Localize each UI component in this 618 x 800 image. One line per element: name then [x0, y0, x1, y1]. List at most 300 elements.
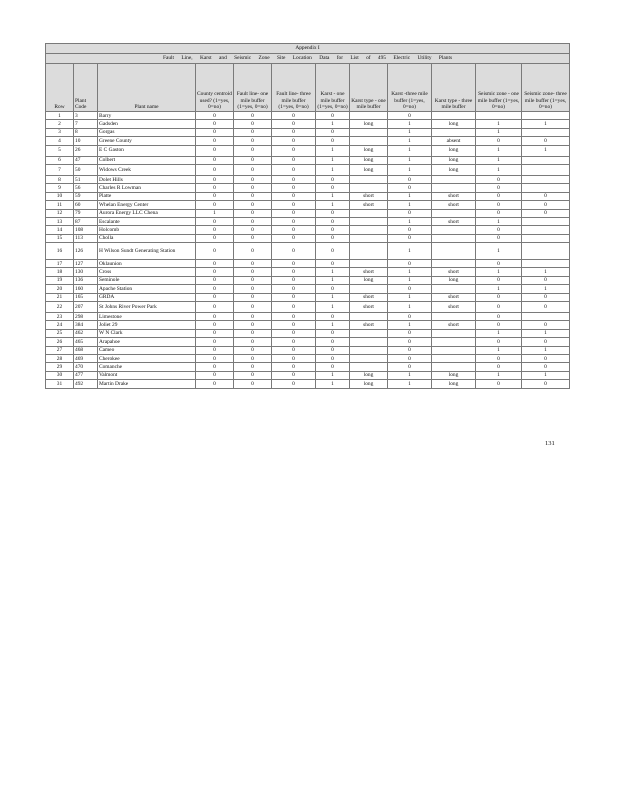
cell-seismic-three-mile: 1 — [522, 120, 570, 128]
cell-row-number: 26 — [46, 338, 74, 346]
cell-karst-one-mile: 1 — [316, 120, 350, 128]
cell-row-number: 30 — [46, 371, 74, 379]
cell-karst-one-mile: 0 — [316, 243, 350, 260]
table-row — [46, 285, 570, 293]
cell-row-number: 13 — [46, 217, 74, 225]
cell-fault-one-mile: 0 — [234, 226, 272, 234]
cell-karst-one-mile: 0 — [316, 128, 350, 136]
cell-seismic-three-mile: 0 — [522, 137, 570, 145]
cell-fault-one-mile: 0 — [234, 201, 272, 209]
cell-karst-three-mile: 1 — [388, 120, 432, 128]
cell-karst-three-mile: 1 — [388, 145, 432, 156]
cell-karst-one-mile: 1 — [316, 276, 350, 284]
cell-seismic-one-mile: 0 — [476, 137, 522, 145]
cell-row-number: 19 — [46, 276, 74, 284]
cell-row-number: 5 — [46, 145, 74, 156]
cell-fault-one-mile: 0 — [234, 329, 272, 337]
cell-county-centroid: 0 — [196, 192, 234, 200]
table-row — [46, 260, 570, 268]
cell-karst-type-three-mile: short — [432, 201, 476, 209]
cell-county-centroid: 0 — [196, 145, 234, 156]
cell-karst-type-one-mile — [350, 346, 388, 354]
table-row — [46, 276, 570, 284]
cell-karst-one-mile: 0 — [316, 209, 350, 217]
cell-karst-three-mile: 0 — [388, 313, 432, 321]
cell-karst-type-three-mile: short — [432, 321, 476, 329]
cell-fault-three-mile: 0 — [272, 164, 316, 175]
cell-karst-one-mile: 0 — [316, 338, 350, 346]
cell-fault-one-mile: 0 — [234, 234, 272, 242]
cell-fault-three-mile: 0 — [272, 380, 316, 388]
header-fault-one-mile: Fault line- one mile buffer (1=yes, 0=no) — [234, 64, 272, 112]
cell-county-centroid: 0 — [196, 276, 234, 284]
cell-fault-three-mile: 0 — [272, 354, 316, 362]
cell-karst-type-one-mile: short — [350, 201, 388, 209]
cell-karst-type-three-mile — [432, 175, 476, 183]
cell-seismic-one-mile: 0 — [476, 260, 522, 268]
cell-karst-type-three-mile: short — [432, 302, 476, 313]
cell-karst-type-three-mile: short — [432, 268, 476, 276]
cell-karst-three-mile: 0 — [388, 112, 432, 120]
cell-fault-three-mile: 0 — [272, 268, 316, 276]
cell-seismic-three-mile: 1 — [522, 346, 570, 354]
cell-seismic-three-mile — [522, 164, 570, 175]
cell-row-number: 1 — [46, 112, 74, 120]
cell-karst-one-mile: 1 — [316, 164, 350, 175]
cell-karst-type-three-mile: short — [432, 192, 476, 200]
cell-fault-three-mile: 0 — [272, 302, 316, 313]
cell-row-number: 31 — [46, 380, 74, 388]
cell-fault-three-mile: 0 — [272, 243, 316, 260]
cell-karst-one-mile: 0 — [316, 354, 350, 362]
cell-seismic-three-mile: 0 — [522, 293, 570, 301]
cell-karst-type-one-mile: long — [350, 120, 388, 128]
cell-seismic-three-mile: 0 — [522, 192, 570, 200]
cell-plant-name: Platte — [98, 192, 196, 200]
cell-karst-three-mile: 1 — [388, 371, 432, 379]
cell-karst-type-three-mile — [432, 234, 476, 242]
cell-county-centroid: 0 — [196, 184, 234, 192]
cell-karst-one-mile: 1 — [316, 371, 350, 379]
cell-plant-code: 8 — [74, 128, 98, 136]
cell-karst-one-mile: 0 — [316, 112, 350, 120]
cell-plant-code: 113 — [74, 234, 98, 242]
cell-seismic-three-mile: 0 — [522, 209, 570, 217]
cell-karst-type-one-mile — [350, 354, 388, 362]
cell-fault-one-mile: 0 — [234, 145, 272, 156]
cell-row-number: 28 — [46, 354, 74, 362]
cell-karst-type-one-mile — [350, 175, 388, 183]
table-row — [46, 145, 570, 156]
cell-fault-one-mile: 0 — [234, 321, 272, 329]
cell-county-centroid: 0 — [196, 234, 234, 242]
appendix-title: Appendix I — [46, 44, 570, 54]
cell-fault-one-mile: 0 — [234, 260, 272, 268]
cell-karst-three-mile: 0 — [388, 346, 432, 354]
cell-plant-code: 384 — [74, 321, 98, 329]
table-row — [46, 354, 570, 362]
cell-fault-one-mile: 0 — [234, 338, 272, 346]
table-row — [46, 234, 570, 242]
header-fault-three-mile: Fault line- three mile buffer (1=yes, 0=no) — [272, 64, 316, 112]
cell-seismic-one-mile: 0 — [476, 226, 522, 234]
cell-county-centroid: 0 — [196, 268, 234, 276]
cell-seismic-three-mile: 0 — [522, 302, 570, 313]
cell-county-centroid: 0 — [196, 338, 234, 346]
cell-karst-one-mile: 0 — [316, 285, 350, 293]
cell-plant-code: 470 — [74, 363, 98, 371]
cell-plant-name: Cholla — [98, 234, 196, 242]
cell-karst-type-one-mile — [350, 313, 388, 321]
cell-karst-type-one-mile — [350, 128, 388, 136]
cell-seismic-one-mile: 0 — [476, 293, 522, 301]
cell-row-number: 7 — [46, 164, 74, 175]
cell-row-number: 2 — [46, 120, 74, 128]
cell-fault-one-mile: 0 — [234, 285, 272, 293]
cell-plant-name: Arapahoe — [98, 338, 196, 346]
cell-fault-one-mile: 0 — [234, 175, 272, 183]
table-row — [46, 184, 570, 192]
cell-karst-one-mile: 0 — [316, 217, 350, 225]
cell-karst-type-three-mile: long — [432, 156, 476, 164]
cell-karst-type-one-mile: long — [350, 164, 388, 175]
cell-karst-type-one-mile — [350, 217, 388, 225]
cell-seismic-three-mile — [522, 313, 570, 321]
cell-seismic-three-mile: 0 — [522, 354, 570, 362]
cell-plant-name: St Johns River Power Park — [98, 302, 196, 313]
cell-karst-type-one-mile: long — [350, 156, 388, 164]
cell-plant-code: 130 — [74, 268, 98, 276]
cell-karst-three-mile: 0 — [388, 209, 432, 217]
cell-fault-three-mile: 0 — [272, 137, 316, 145]
cell-fault-three-mile: 0 — [272, 217, 316, 225]
cell-fault-three-mile: 0 — [272, 329, 316, 337]
cell-karst-three-mile: 1 — [388, 276, 432, 284]
cell-county-centroid: 0 — [196, 371, 234, 379]
cell-plant-name: Martin Drake — [98, 380, 196, 388]
cell-plant-code: 47 — [74, 156, 98, 164]
header-karst-one-mile: Karst - one mile buffer (1=yes, 0=no) — [316, 64, 350, 112]
table-row — [46, 380, 570, 388]
cell-karst-type-one-mile — [350, 234, 388, 242]
cell-plant-name: Whelan Energy Center — [98, 201, 196, 209]
cell-karst-one-mile: 1 — [316, 302, 350, 313]
appendix-table — [45, 43, 570, 389]
cell-fault-one-mile: 0 — [234, 137, 272, 145]
cell-seismic-three-mile — [522, 260, 570, 268]
cell-county-centroid: 0 — [196, 313, 234, 321]
cell-karst-three-mile: 0 — [388, 184, 432, 192]
cell-karst-type-one-mile — [350, 137, 388, 145]
cell-row-number: 22 — [46, 302, 74, 313]
cell-plant-name: Limestone — [98, 313, 196, 321]
cell-karst-one-mile: 1 — [316, 145, 350, 156]
cell-seismic-one-mile: 1 — [476, 156, 522, 164]
cell-karst-three-mile: 0 — [388, 226, 432, 234]
cell-county-centroid: 0 — [196, 346, 234, 354]
cell-plant-name: Greene County — [98, 137, 196, 145]
cell-seismic-one-mile: 0 — [476, 313, 522, 321]
cell-fault-one-mile: 0 — [234, 156, 272, 164]
cell-karst-one-mile: 0 — [316, 184, 350, 192]
cell-karst-type-one-mile — [350, 243, 388, 260]
cell-fault-three-mile: 0 — [272, 145, 316, 156]
table-row — [46, 175, 570, 183]
cell-karst-type-one-mile: long — [350, 276, 388, 284]
cell-plant-name: Gorgas — [98, 128, 196, 136]
cell-county-centroid: 0 — [196, 156, 234, 164]
cell-row-number: 9 — [46, 184, 74, 192]
cell-seismic-one-mile: 0 — [476, 321, 522, 329]
cell-karst-three-mile: 0 — [388, 285, 432, 293]
header-county-centroid: County centroid used? (1=yes, 0=no) — [196, 64, 234, 112]
cell-plant-code: 127 — [74, 260, 98, 268]
cell-karst-one-mile: 0 — [316, 226, 350, 234]
cell-plant-code: 56 — [74, 184, 98, 192]
table-row — [46, 321, 570, 329]
cell-karst-type-three-mile: long — [432, 120, 476, 128]
cell-karst-one-mile: 0 — [316, 346, 350, 354]
cell-karst-one-mile: 0 — [316, 329, 350, 337]
cell-plant-code: 60 — [74, 201, 98, 209]
cell-plant-code: 468 — [74, 346, 98, 354]
cell-county-centroid: 0 — [196, 293, 234, 301]
cell-fault-three-mile: 0 — [272, 260, 316, 268]
cell-seismic-three-mile: 0 — [522, 276, 570, 284]
header-seismic-one-mile: Seismic zone - one mile buffer (1=yes, 0=no) — [476, 64, 522, 112]
cell-seismic-one-mile: 0 — [476, 209, 522, 217]
cell-fault-three-mile: 0 — [272, 293, 316, 301]
cell-fault-one-mile: 0 — [234, 276, 272, 284]
cell-fault-three-mile: 0 — [272, 338, 316, 346]
cell-karst-one-mile: 1 — [316, 201, 350, 209]
cell-plant-name: Barry — [98, 112, 196, 120]
cell-seismic-three-mile — [522, 234, 570, 242]
cell-karst-three-mile: 1 — [388, 137, 432, 145]
cell-seismic-three-mile — [522, 243, 570, 260]
cell-seismic-one-mile: 0 — [476, 234, 522, 242]
cell-fault-one-mile: 0 — [234, 128, 272, 136]
cell-plant-code: 3 — [74, 112, 98, 120]
cell-fault-one-mile: 0 — [234, 217, 272, 225]
cell-karst-three-mile: 1 — [388, 321, 432, 329]
cell-row-number: 23 — [46, 313, 74, 321]
cell-fault-three-mile: 0 — [272, 128, 316, 136]
cell-plant-code: 165 — [74, 293, 98, 301]
cell-karst-one-mile: 1 — [316, 156, 350, 164]
cell-karst-type-one-mile — [350, 285, 388, 293]
cell-karst-type-three-mile: long — [432, 380, 476, 388]
cell-seismic-three-mile: 0 — [522, 338, 570, 346]
cell-row-number: 14 — [46, 226, 74, 234]
cell-row-number: 17 — [46, 260, 74, 268]
cell-row-number: 27 — [46, 346, 74, 354]
cell-karst-type-one-mile: short — [350, 302, 388, 313]
table-title: Fault Line, Karst and Seismic Zone Site Location Data for List of 495 Electric Utility Plants — [46, 54, 570, 64]
cell-county-centroid: 0 — [196, 321, 234, 329]
cell-row-number: 6 — [46, 156, 74, 164]
cell-seismic-one-mile: 1 — [476, 128, 522, 136]
cell-karst-type-one-mile: long — [350, 145, 388, 156]
cell-seismic-three-mile: 1 — [522, 329, 570, 337]
cell-fault-three-mile: 0 — [272, 209, 316, 217]
cell-seismic-one-mile: 0 — [476, 354, 522, 362]
cell-karst-three-mile: 0 — [388, 260, 432, 268]
table-row — [46, 329, 570, 337]
cell-fault-one-mile: 0 — [234, 209, 272, 217]
cell-row-number: 20 — [46, 285, 74, 293]
cell-karst-three-mile: 0 — [388, 354, 432, 362]
cell-seismic-one-mile: 0 — [476, 302, 522, 313]
cell-fault-one-mile: 0 — [234, 293, 272, 301]
cell-fault-one-mile: 0 — [234, 192, 272, 200]
cell-plant-code: 10 — [74, 137, 98, 145]
table-row — [46, 363, 570, 371]
cell-karst-type-one-mile — [350, 338, 388, 346]
cell-row-number: 3 — [46, 128, 74, 136]
cell-county-centroid: 0 — [196, 285, 234, 293]
cell-fault-one-mile: 0 — [234, 363, 272, 371]
cell-fault-three-mile: 0 — [272, 276, 316, 284]
cell-seismic-three-mile — [522, 112, 570, 120]
cell-karst-type-three-mile — [432, 209, 476, 217]
cell-seismic-three-mile: 1 — [522, 268, 570, 276]
cell-karst-one-mile: 0 — [316, 137, 350, 145]
cell-karst-one-mile: 1 — [316, 293, 350, 301]
cell-plant-code: 126 — [74, 243, 98, 260]
table-row — [46, 217, 570, 225]
cell-karst-type-three-mile: long — [432, 164, 476, 175]
cell-karst-type-three-mile — [432, 285, 476, 293]
cell-karst-three-mile: 1 — [388, 201, 432, 209]
table-row — [46, 302, 570, 313]
cell-karst-type-one-mile: long — [350, 380, 388, 388]
cell-fault-three-mile: 0 — [272, 313, 316, 321]
cell-fault-three-mile: 0 — [272, 321, 316, 329]
cell-karst-type-one-mile — [350, 363, 388, 371]
cell-plant-code: 87 — [74, 217, 98, 225]
cell-plant-name: Escalante — [98, 217, 196, 225]
cell-county-centroid: 0 — [196, 137, 234, 145]
cell-plant-code: 477 — [74, 371, 98, 379]
table-row — [46, 371, 570, 379]
cell-seismic-one-mile: 1 — [476, 217, 522, 225]
cell-seismic-one-mile: 0 — [476, 192, 522, 200]
cell-county-centroid: 0 — [196, 201, 234, 209]
cell-plant-name: Gadsden — [98, 120, 196, 128]
cell-karst-type-three-mile: long — [432, 276, 476, 284]
cell-karst-one-mile: 0 — [316, 175, 350, 183]
cell-plant-code: 79 — [74, 209, 98, 217]
cell-karst-type-one-mile: long — [350, 371, 388, 379]
cell-fault-three-mile: 0 — [272, 192, 316, 200]
cell-karst-three-mile: 1 — [388, 164, 432, 175]
cell-plant-name: Dolet Hills — [98, 175, 196, 183]
header-karst-three-mile: Karst -three mile buffer (1=yes, 0=no) — [388, 64, 432, 112]
cell-fault-three-mile: 0 — [272, 175, 316, 183]
header-plant-name: Plant name — [98, 64, 196, 112]
table-row — [46, 226, 570, 234]
cell-county-centroid: 0 — [196, 354, 234, 362]
cell-karst-three-mile: 1 — [388, 302, 432, 313]
cell-karst-type-one-mile: short — [350, 192, 388, 200]
cell-fault-one-mile: 0 — [234, 120, 272, 128]
cell-karst-three-mile: 0 — [388, 329, 432, 337]
cell-karst-three-mile: 0 — [388, 363, 432, 371]
cell-county-centroid: 0 — [196, 217, 234, 225]
cell-county-centroid: 0 — [196, 226, 234, 234]
cell-county-centroid: 0 — [196, 243, 234, 260]
cell-plant-name: Aurora Energy LLC Chena — [98, 209, 196, 217]
cell-seismic-three-mile — [522, 184, 570, 192]
cell-plant-code: 136 — [74, 276, 98, 284]
cell-karst-three-mile: 1 — [388, 268, 432, 276]
cell-karst-type-three-mile — [432, 112, 476, 120]
cell-fault-one-mile: 0 — [234, 164, 272, 175]
cell-plant-name: Joliet 29 — [98, 321, 196, 329]
cell-seismic-three-mile: 0 — [522, 380, 570, 388]
cell-seismic-one-mile: 1 — [476, 329, 522, 337]
table-row — [46, 293, 570, 301]
header-row — [46, 64, 570, 112]
cell-karst-type-three-mile: long — [432, 371, 476, 379]
cell-row-number: 10 — [46, 192, 74, 200]
table-row — [46, 201, 570, 209]
cell-seismic-one-mile: 0 — [476, 201, 522, 209]
cell-seismic-one-mile: 0 — [476, 184, 522, 192]
cell-plant-name: Widows Creek — [98, 164, 196, 175]
cell-plant-name: Valmont — [98, 371, 196, 379]
cell-fault-three-mile: 0 — [272, 184, 316, 192]
cell-plant-name: Colbert — [98, 156, 196, 164]
header-karst-type-one-mile: Karst type - one mile buffer — [350, 64, 388, 112]
cell-fault-one-mile: 0 — [234, 313, 272, 321]
cell-karst-type-three-mile — [432, 313, 476, 321]
cell-seismic-one-mile: 1 — [476, 120, 522, 128]
cell-karst-type-three-mile: short — [432, 217, 476, 225]
cell-fault-one-mile: 0 — [234, 346, 272, 354]
cell-plant-code: 160 — [74, 285, 98, 293]
cell-karst-type-one-mile — [350, 260, 388, 268]
cell-karst-type-three-mile — [432, 354, 476, 362]
cell-fault-three-mile: 0 — [272, 346, 316, 354]
cell-karst-one-mile: 1 — [316, 268, 350, 276]
cell-fault-one-mile: 0 — [234, 112, 272, 120]
cell-plant-name: Comanche — [98, 363, 196, 371]
cell-fault-three-mile: 0 — [272, 112, 316, 120]
cell-fault-one-mile: 0 — [234, 268, 272, 276]
cell-seismic-three-mile: 1 — [522, 285, 570, 293]
cell-seismic-one-mile: 0 — [476, 380, 522, 388]
cell-karst-type-one-mile — [350, 329, 388, 337]
table-row — [46, 156, 570, 164]
cell-plant-name: Oklaunion — [98, 260, 196, 268]
cell-plant-code: 108 — [74, 226, 98, 234]
cell-plant-code: 50 — [74, 164, 98, 175]
cell-fault-three-mile: 0 — [272, 285, 316, 293]
cell-karst-type-one-mile: short — [350, 321, 388, 329]
header-row-number: Row — [46, 64, 74, 112]
cell-seismic-three-mile — [522, 226, 570, 234]
cell-karst-type-three-mile — [432, 260, 476, 268]
cell-seismic-one-mile: 1 — [476, 243, 522, 260]
cell-county-centroid: 1 — [196, 209, 234, 217]
table-row — [46, 243, 570, 260]
header-karst-type-three-mile: Karst type - three mile buffer — [432, 64, 476, 112]
cell-county-centroid: 0 — [196, 164, 234, 175]
cell-seismic-one-mile: 1 — [476, 285, 522, 293]
cell-seismic-three-mile: 0 — [522, 201, 570, 209]
